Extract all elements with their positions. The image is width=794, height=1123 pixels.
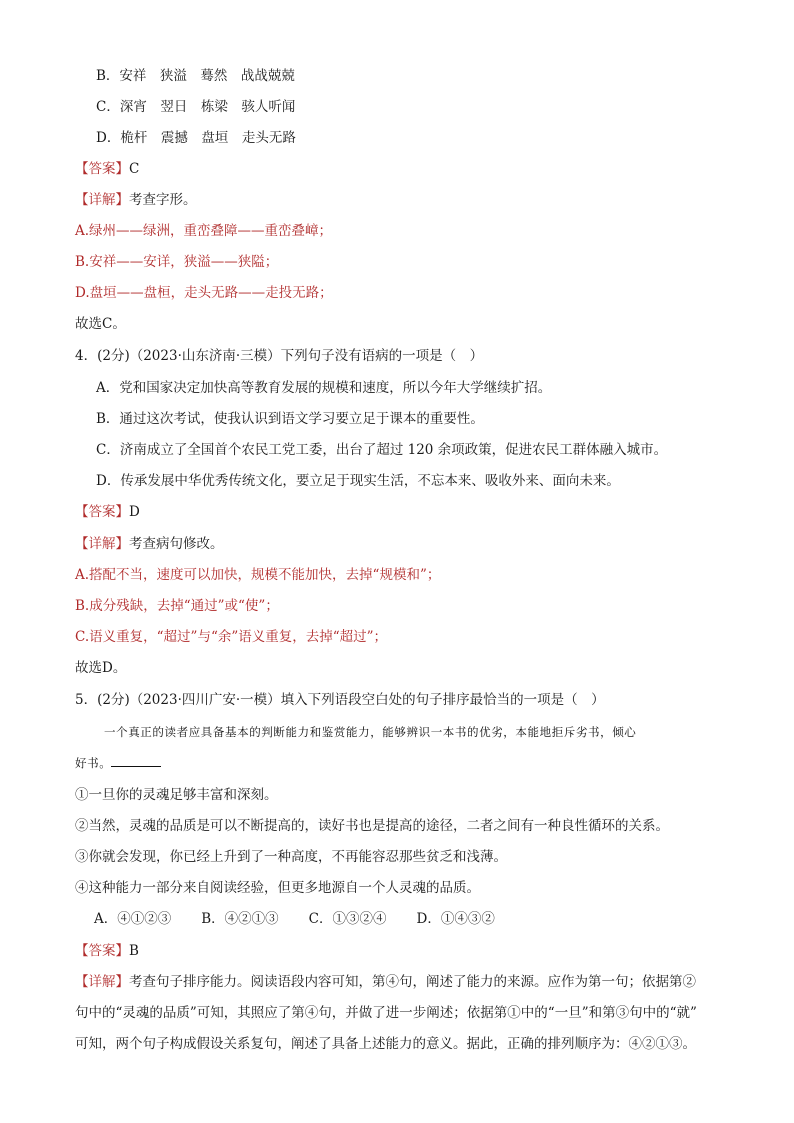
q4-option-c: C．济南成立了全国首个农民工党工委，出台了超过 120 余项政策，促进农民工群体融入城市。 bbox=[96, 442, 668, 458]
detail-text: 考查病句修改。 bbox=[129, 536, 224, 552]
detail-label: 【详解】 bbox=[75, 536, 129, 552]
q5-sentence-4: ④这种能力一部分来自阅读经验，但更多地源自一个人灵魂的品质。 bbox=[75, 880, 480, 896]
detail-label: 【详解】 bbox=[75, 192, 129, 208]
q3-detail-line-b: B.安祥——安详，狭溢——狭隘； bbox=[75, 254, 279, 270]
q5-sentence-3: ③你就会发现，你已经上升到了一种高度，不再能容忍那些贫乏和浅薄。 bbox=[75, 849, 507, 865]
q4-detail-line-c: C.语义重复，“超过”与“余”语义重复，去掉“超过”； bbox=[75, 629, 388, 645]
q5-choice-b: B．④②①③ bbox=[201, 911, 279, 927]
q5-answer bbox=[75, 942, 139, 960]
q3-option-d: D．桅杆 震撼 盘垣 走头无路 bbox=[96, 130, 296, 146]
q5-choices bbox=[94, 910, 525, 928]
q5-detail-line-2: 句中的“灵魂的品质”可知，其照应了第④句，并做了进一步阐述；依据第①中的“一旦”和第③句中的“就” bbox=[75, 1005, 697, 1021]
detail-text-line-1: 考查句子排序能力。阅读语段内容可知，第④句，阐述了能力的来源。应作为第一句；依据第② bbox=[129, 974, 696, 990]
q4-conclusion: 故选D。 bbox=[75, 660, 127, 676]
q5-sentence-1: ①一旦你的灵魂足够丰富和深刻。 bbox=[75, 787, 278, 803]
q4-detail bbox=[75, 535, 224, 553]
q5-passage-line-1: 一个真正的读者应具备基本的判断能力和鉴赏能力，能够辨识一本书的优劣，本能地拒斥劣书，倾心 bbox=[104, 725, 637, 739]
answer-value: B bbox=[129, 943, 139, 959]
q5-choice-a: A．④①②③ bbox=[94, 911, 172, 927]
detail-label: 【详解】 bbox=[75, 974, 129, 990]
q5-stem: 5．(2分)（2023·四川广安·一模）填入下列语段空白处的句子排序最恰当的一项是（ ） bbox=[75, 692, 605, 708]
q3-conclusion: 故选C。 bbox=[75, 316, 126, 332]
q4-option-a: A．党和国家决定加快高等教育发展的规模和速度，所以今年大学继续扩招。 bbox=[96, 380, 552, 396]
q3-option-b: B．安祥 狭溢 蓦然 战战兢兢 bbox=[96, 68, 295, 84]
detail-text: 考查字形。 bbox=[129, 192, 197, 208]
answer-value: D bbox=[129, 504, 140, 520]
q5-passage-end: 好书。 bbox=[75, 756, 112, 770]
q5-passage-line-2 bbox=[75, 754, 161, 772]
q5-sentence-2: ②当然，灵魂的品质是可以不断提高的，读好书也是提高的途径，二者之间有一种良性循环的关系。 bbox=[75, 818, 669, 834]
q5-choice-c: C．①③②④ bbox=[308, 911, 387, 927]
q5-detail bbox=[75, 973, 696, 991]
q4-answer bbox=[75, 503, 140, 521]
q4-stem: 4．(2分)（2023·山东济南·三模）下列句子没有语病的一项是（ ） bbox=[75, 348, 484, 364]
q3-detail-line-d: D.盘垣——盘桓，走头无路——走投无路； bbox=[75, 285, 333, 301]
q4-detail-line-b: B.成分残缺，去掉“通过”或“使”； bbox=[75, 598, 279, 614]
q3-option-c: C．深宵 翌日 栋梁 骇人听闻 bbox=[96, 99, 296, 115]
q4-option-b: B．通过这次考试，使我认识到语文学习要立足于课本的重要性。 bbox=[96, 411, 484, 427]
q3-answer bbox=[75, 160, 139, 178]
q3-detail bbox=[75, 191, 197, 209]
fill-blank bbox=[111, 754, 161, 767]
answer-label: 【答案】 bbox=[75, 504, 129, 520]
answer-label: 【答案】 bbox=[75, 943, 129, 959]
q4-option-d: D．传承发展中华优秀传统文化，要立足于现实生活，不忘本来、吸收外来、面向未来。 bbox=[96, 473, 620, 489]
q5-detail-line-3: 可知，两个句子构成假设关系复句，阐述了具备上述能力的意义。据此，正确的排列顺序为：④②①③。 bbox=[75, 1036, 696, 1052]
q5-choice-d: D．①④③② bbox=[416, 911, 495, 927]
q4-detail-line-a: A.搭配不当，速度可以加快，规模不能加快，去掉“规模和”； bbox=[75, 567, 441, 583]
q3-detail-line-a: A.绿州——绿洲，重峦叠障——重峦叠嶂； bbox=[75, 223, 333, 239]
answer-label: 【答案】 bbox=[75, 161, 129, 177]
answer-value: C bbox=[129, 161, 140, 177]
